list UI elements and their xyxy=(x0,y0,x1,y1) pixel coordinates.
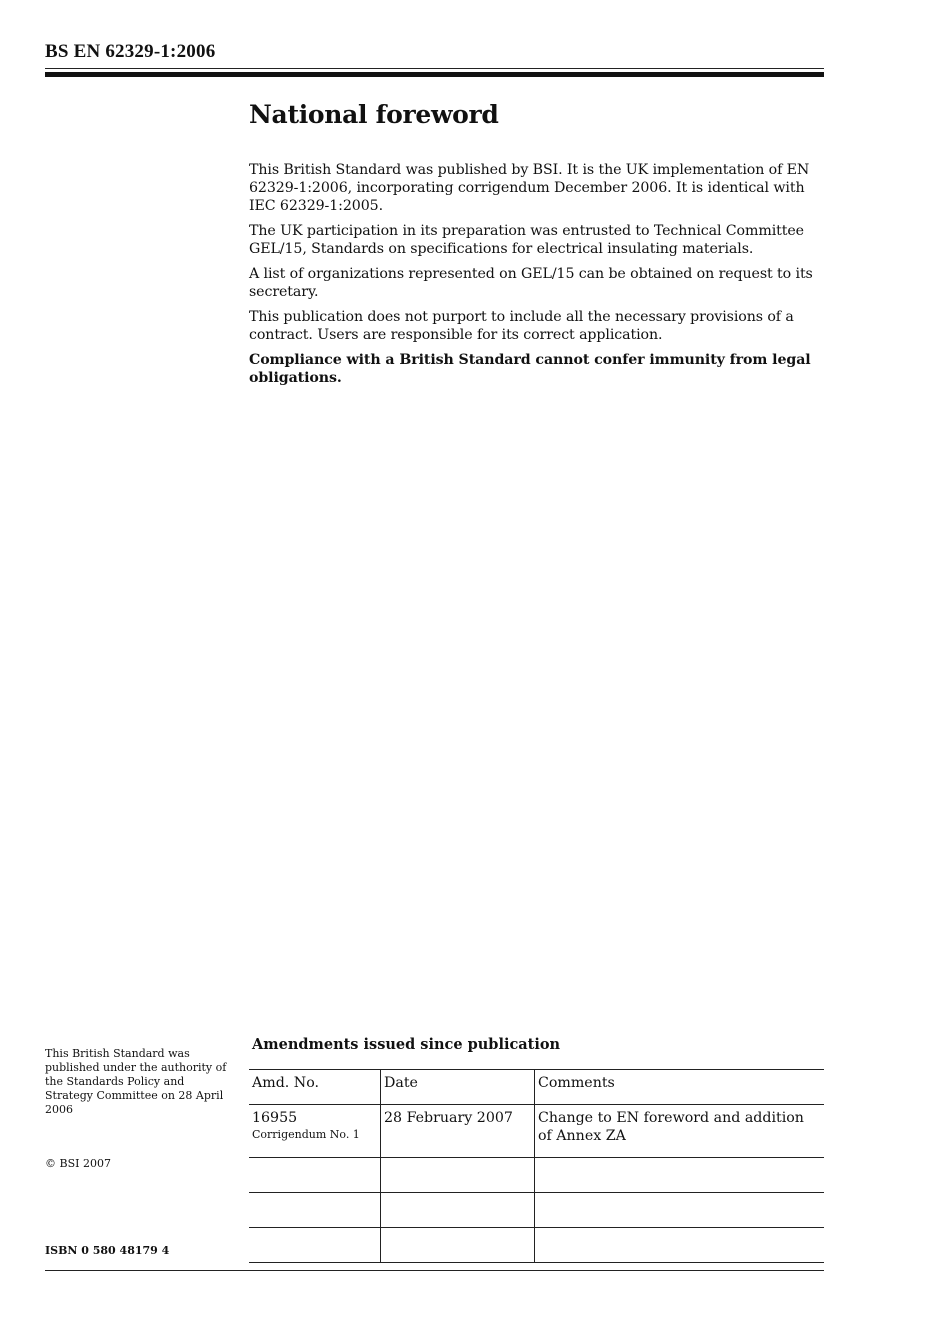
comments-cell: Change to EN foreword and addition of Annex ZA xyxy=(535,1105,825,1158)
empty-cell xyxy=(249,1193,381,1228)
empty-cell xyxy=(381,1193,535,1228)
foreword-section xyxy=(249,100,824,394)
column-header-amd-no: Amd. No. xyxy=(249,1070,381,1105)
empty-cell xyxy=(249,1228,381,1263)
header-rule-thin xyxy=(45,68,824,69)
copyright-notice: © BSI 2007 xyxy=(45,1157,111,1170)
isbn-number: ISBN 0 580 48179 4 xyxy=(45,1244,170,1257)
footer-rule xyxy=(45,1270,824,1271)
foreword-paragraph: This publication does not purport to include all the necessary provisions of a contract. Users are responsible for its correct application. xyxy=(249,309,794,343)
table-row xyxy=(249,1105,824,1158)
table-row-empty xyxy=(249,1158,824,1193)
page-title: National foreword xyxy=(249,100,499,129)
table-row-empty xyxy=(249,1228,824,1263)
foreword-paragraph: A list of organizations represented on GEL/15 can be obtained on request to its secretary. xyxy=(249,266,813,300)
empty-cell xyxy=(381,1158,535,1193)
column-header-date: Date xyxy=(381,1070,535,1105)
empty-cell xyxy=(535,1158,825,1193)
compliance-note: Compliance with a British Standard cannot confer immunity from legal obligations. xyxy=(249,352,811,386)
foreword-paragraph: The UK participation in its preparation was entrusted to Technical Committee GEL/15, Standards on specifications for electrical insulating materials. xyxy=(249,223,804,257)
publication-note: This British Standard was published under the authority of the Standards Policy and Strategy Committee on 28 April 2006 xyxy=(45,1047,227,1116)
header-rule-thick xyxy=(45,72,824,77)
table-header-row xyxy=(249,1070,824,1105)
column-header-comments: Comments xyxy=(535,1070,825,1105)
empty-cell xyxy=(535,1193,825,1228)
amd-subnote: Corrigendum No. 1 xyxy=(252,1128,360,1141)
amendments-table xyxy=(249,1069,824,1263)
date-cell: 28 February 2007 xyxy=(381,1105,535,1158)
amendments-title: Amendments issued since publication xyxy=(252,1036,561,1053)
amd-number: 16955 xyxy=(252,1110,298,1126)
empty-cell xyxy=(381,1228,535,1263)
empty-cell xyxy=(535,1228,825,1263)
foreword-paragraph: This British Standard was published by BSI. It is the UK implementation of EN 62329-1:2006, incorporating corrigendum December 2006. It is identical with IEC 62329-1:2005. xyxy=(249,162,810,214)
standard-number: BS EN 62329-1:2006 xyxy=(45,41,216,62)
empty-cell xyxy=(249,1158,381,1193)
amd-no-cell xyxy=(249,1105,381,1158)
table-row-empty xyxy=(249,1193,824,1228)
